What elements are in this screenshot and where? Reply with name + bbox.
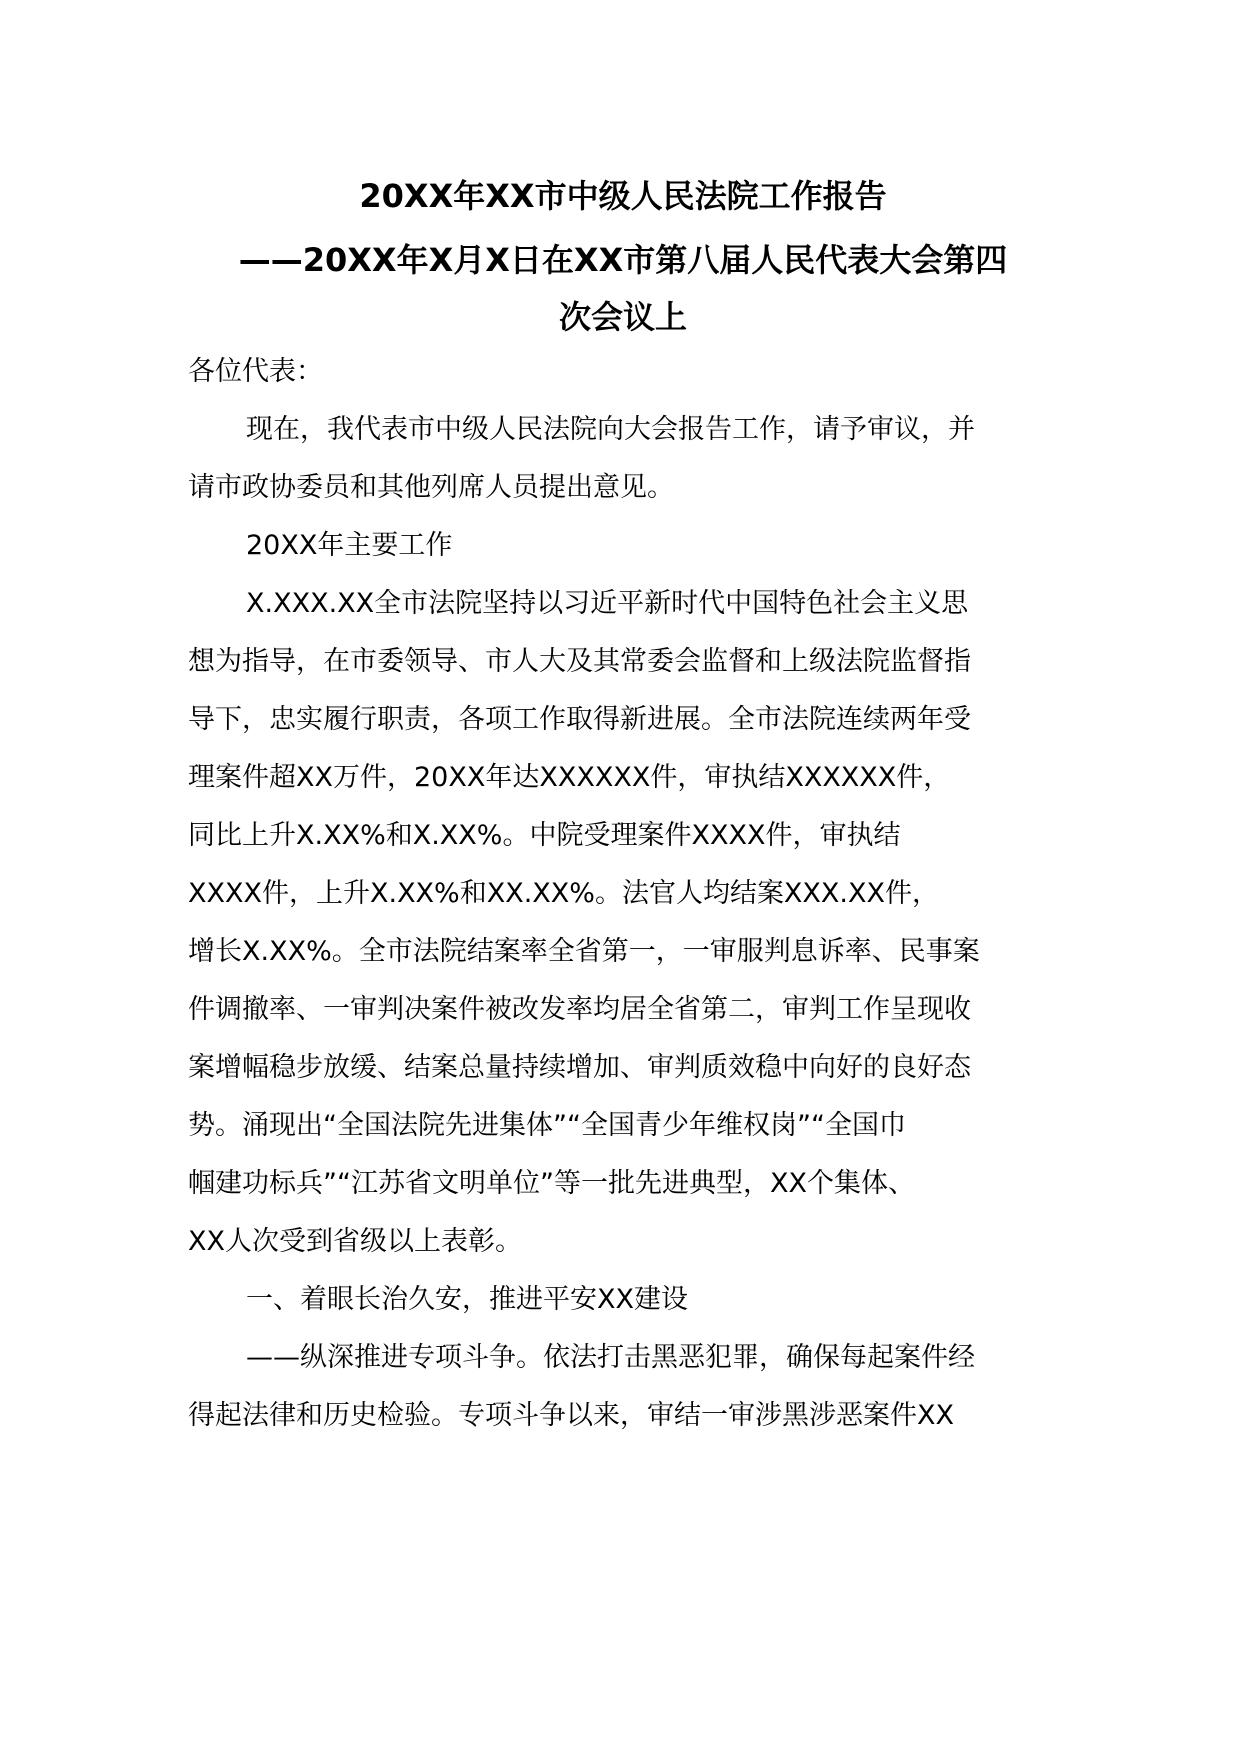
section-heading: 20XX年主要工作 bbox=[246, 530, 453, 561]
body-line: 得起法律和历史检验。专项斗争以来，审结一审涉黑涉恶案件XX bbox=[188, 1400, 954, 1431]
body-line: XXXX件，上升X.XX%和XX.XX%。法官人均结案XXX.XX件， bbox=[188, 878, 940, 909]
salutation: 各位代表： bbox=[188, 356, 323, 387]
body-line: 势。涌现出“全国法院先进集体”“全国青少年维权岗”“全国巾 bbox=[188, 1110, 906, 1141]
body-line: ——纵深推进专项斗争。依法打击黑恶犯罪，确保每起案件经 bbox=[246, 1342, 975, 1373]
body-line: 导下，忠实履行职责，各项工作取得新进展。全市法院连续两年受 bbox=[188, 704, 971, 735]
body-line: 增长X.XX%。全市法院结案率全省第一，一审服判息诉率、民事案 bbox=[188, 936, 980, 967]
body-line: 请市政协委员和其他列席人员提出意见。 bbox=[188, 472, 674, 503]
body-line: 理案件超XX万件，20XX年达XXXXXX件，审执结XXXXXX件， bbox=[188, 762, 951, 793]
body-line: X.XXX.XX全市法院坚持以习近平新时代中国特色社会主义思 bbox=[246, 588, 969, 619]
body-line: 件调撤率、一审判决案件被改发率均居全省第二，审判工作呈现收 bbox=[188, 994, 971, 1025]
body-line: XX人次受到省级以上表彰。 bbox=[188, 1226, 522, 1257]
report-title: 20XX年XX市中级人民法院工作报告 bbox=[359, 177, 887, 215]
body-line: 帼建功标兵”“江苏省文明单位”等一批先进典型，XX个集体、 bbox=[188, 1168, 915, 1199]
section-heading: 一、着眼长治久安，推进平安XX建设 bbox=[246, 1284, 688, 1315]
body-line: 现在，我代表市中级人民法院向大会报告工作，请予审议，并 bbox=[246, 414, 975, 445]
body-line: 案增幅稳步放缓、结案总量持续增加、审判质效稳中向好的良好态 bbox=[188, 1052, 971, 1083]
report-subtitle-line-2: 次会议上 bbox=[558, 298, 687, 336]
report-subtitle-line-1: ——20XX年X月X日在XX市第八届人民代表大会第四 bbox=[238, 241, 1008, 279]
body-line: 同比上升X.XX%和X.XX%。中院受理案件XXXX件，审执结 bbox=[188, 820, 901, 851]
body-line: 想为指导，在市委领导、市人大及其常委会监督和上级法院监督指 bbox=[188, 646, 971, 677]
